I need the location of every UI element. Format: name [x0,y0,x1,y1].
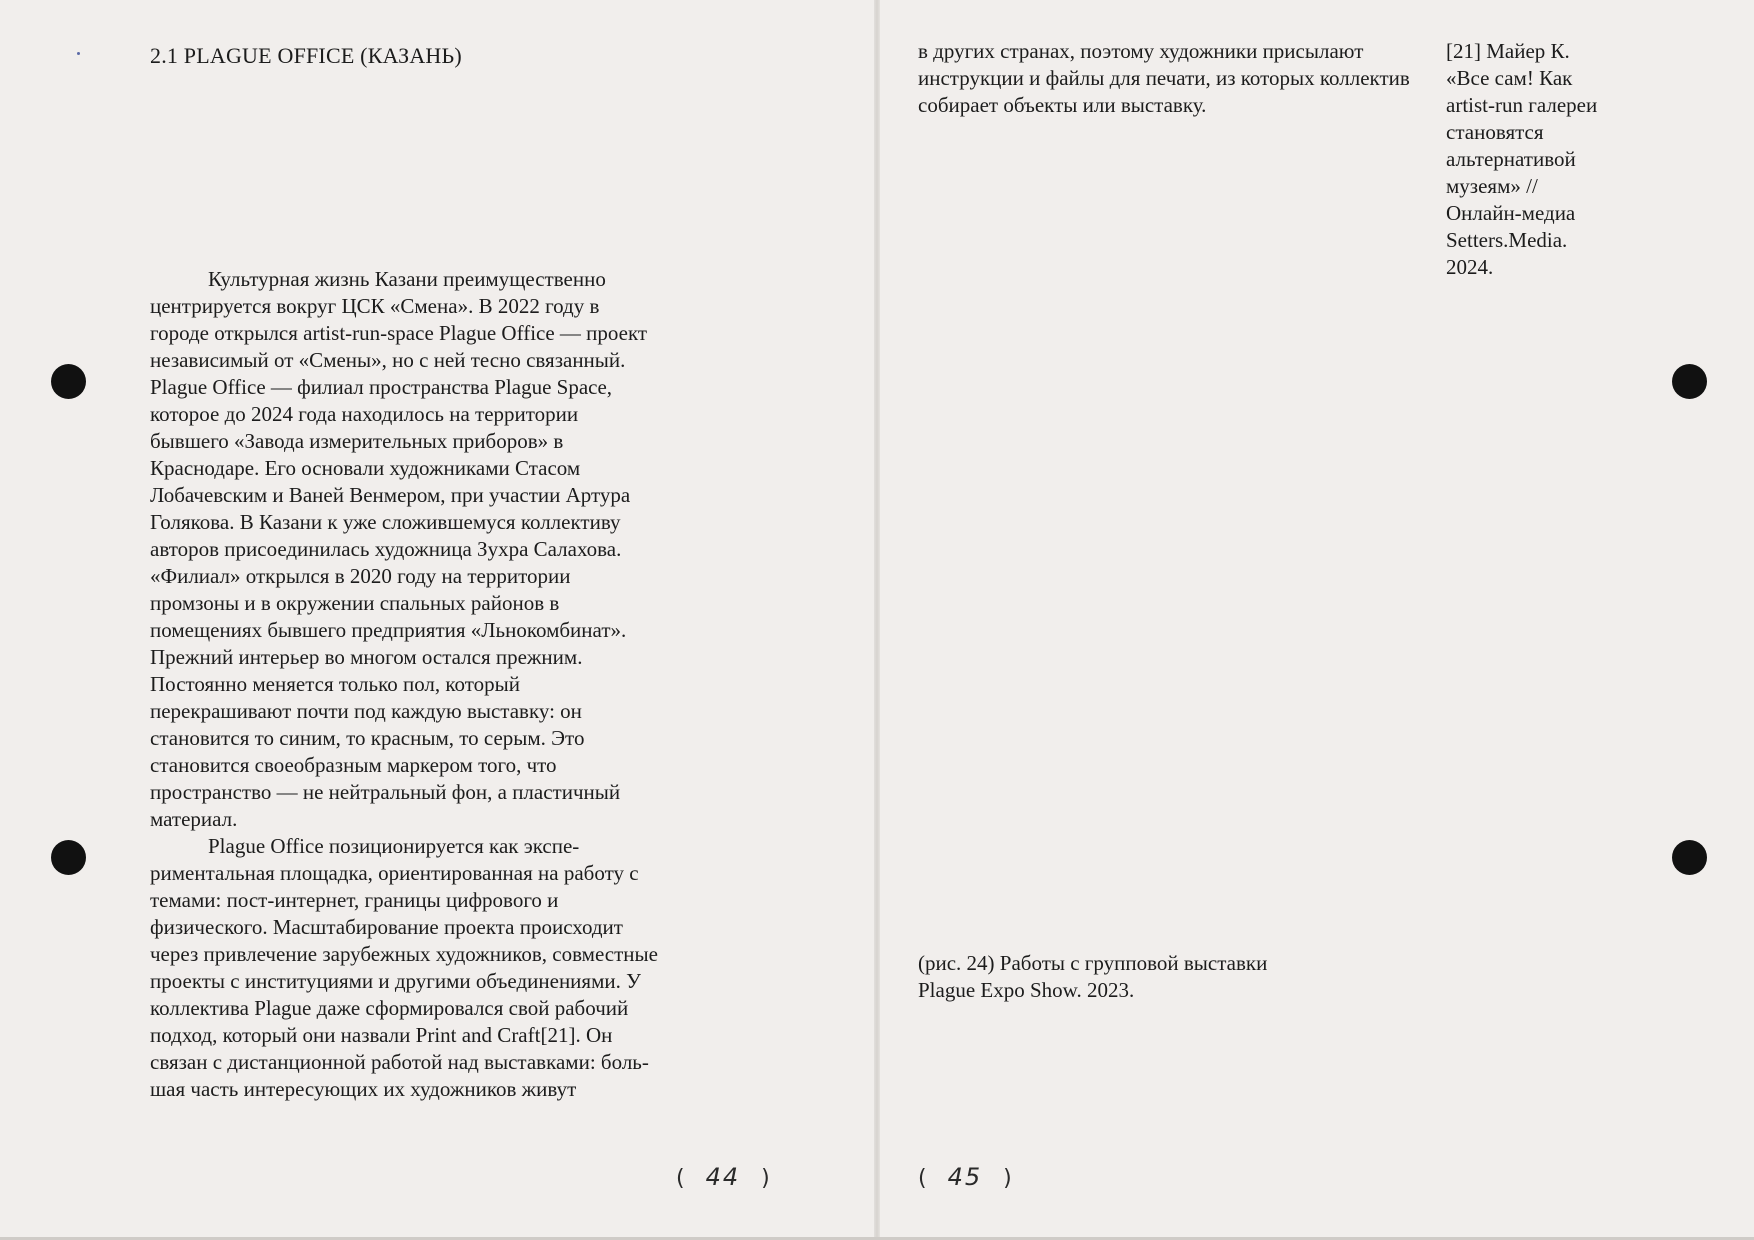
page-number-close-paren: ) [1003,1166,1012,1191]
punch-hole-upper-right [1672,364,1707,399]
page-number-left [676,1163,770,1191]
page-number-open-paren: ( [676,1166,685,1191]
punch-hole-upper-left [51,364,86,399]
paragraph-1: Культурная жизнь Казани преимущественно центрируется вокруг ЦСК «Смена». В 2022 году в городе открылся artist-run-space Plague Office — проект независимый от «Смены», но с ней тесно связанный. Plague Office — филиал пространства Plague Space, которое до 2024 года находилось на территории бывшего «Завода измерительных приборов» в Краснодаре. Его основали художниками Стасом Лобачевским и Ваней Венмером, при участии Артура Голякова. В Казани к уже сложившемуся коллективу авторов присоединилась художница Зухра Салахова. «Филиал» открылся в 2020 году на территории промзоны и в окружении спальных районов в помещениях бывшего предприятия «Льнокомбинат». Прежний интерьер во многом остался прежним. Постоянно меняется только пол, который перекрашивают почти под каждую выставку: он становится то синим, то красным, то серым. Это становится своеобразным маркером того, что пространство — не нейтральный фон, а пластичный материал. [150,267,648,831]
figure-caption: (рис. 24) Работы с групповой выставки Plague Expo Show. 2023. [918,951,1268,1002]
left-page [0,0,876,1240]
section-heading: 2.1 PLAGUE OFFICE (КАЗАНЬ) [150,43,462,68]
page-number-close-paren: ) [761,1166,770,1191]
body-text [150,266,660,1103]
ink-speck [77,52,80,55]
right-page [880,0,1754,1240]
page-number-right [918,1163,1012,1191]
page-number-open-paren: ( [918,1166,927,1191]
punch-hole-lower-right [1672,840,1707,875]
punch-hole-lower-left [51,840,86,875]
paragraph-2: Plague Office позиционируется как экспериментальная площадка, ориентированная на работу с темами: пост-интернет, границы цифрового и физического. Масштабирование проекта происходит через привлечение зарубежных художников, совместные проекты с институциями и другими объединениями. У коллектива Plague даже сформировался свой рабочий подход, который они назвали Print and Craft[21]. Он связан с дистанционной работой над выставками: большая часть интересующих их художников живут [150,834,658,1101]
footnote-21: [21] Майер К. «Все сам! Как artist-run галереи становятся альтернативой музеям» // Онлайн-медиа Setters.Media. 2024. [1446,39,1598,279]
page-number-value: 45 [947,1163,983,1191]
page-number-value: 44 [705,1163,741,1191]
continuation-text: в других странах, поэтому художники присылают инструкции и файлы для печати, из которых коллектив собирает объекты или выставку. [918,39,1410,117]
